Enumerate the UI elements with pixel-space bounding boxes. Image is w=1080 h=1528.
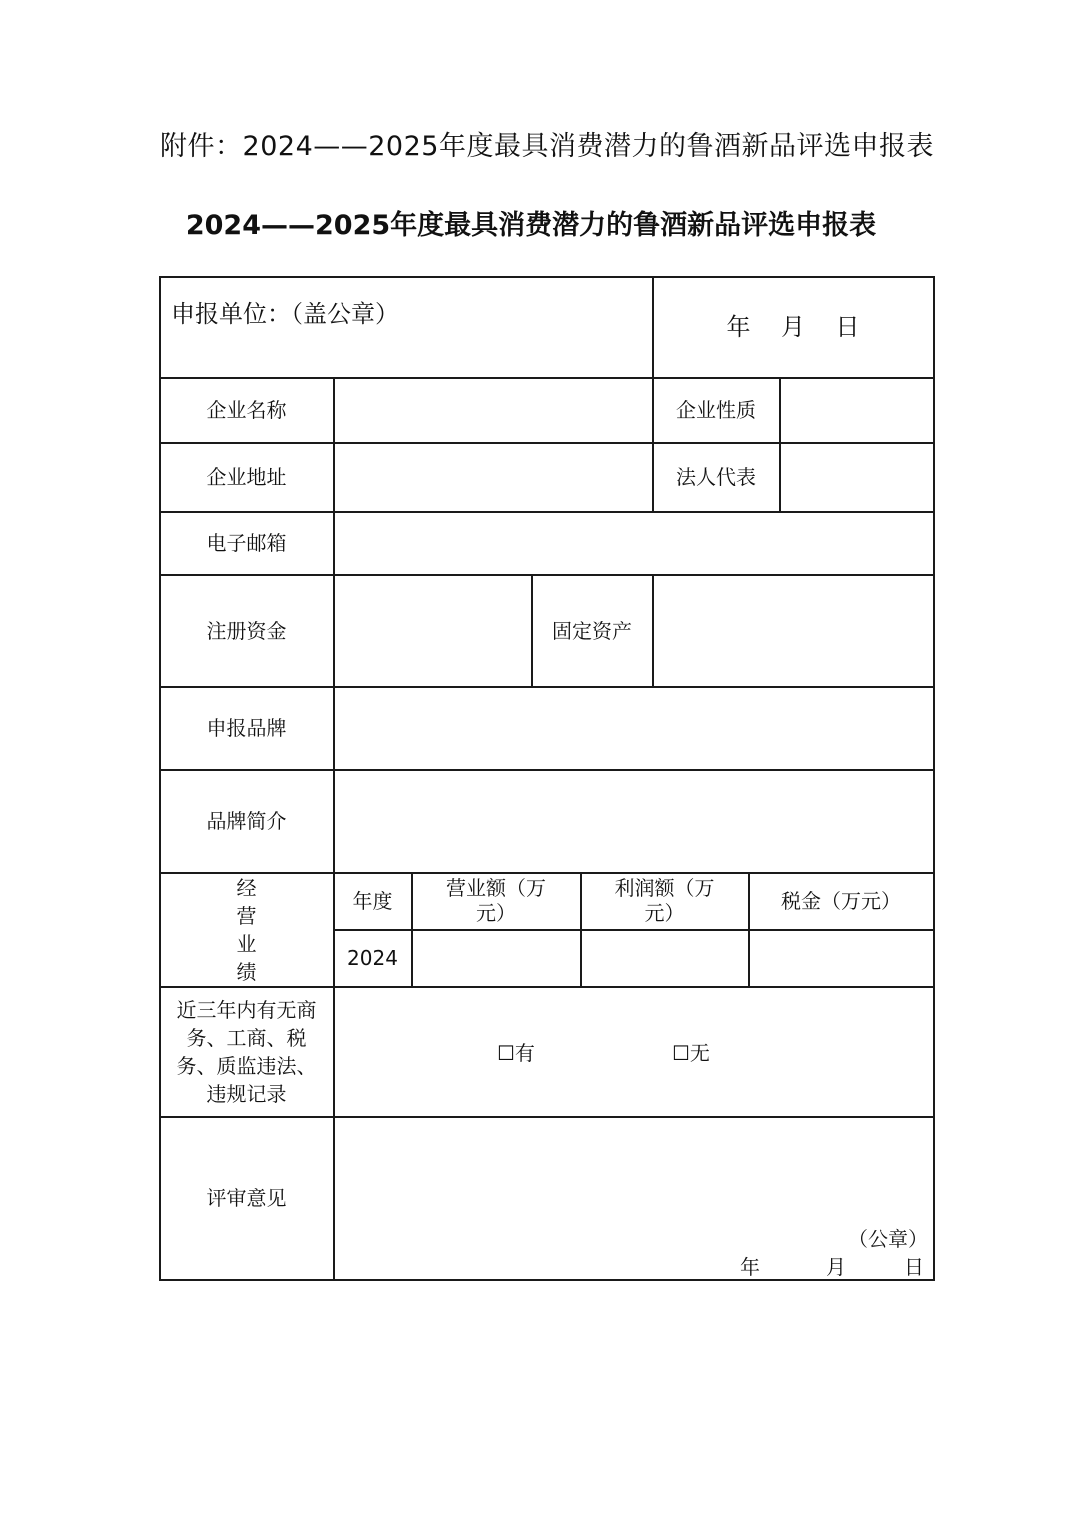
performance-label-char: 经 xyxy=(236,875,257,900)
brand-field[interactable] xyxy=(334,687,933,769)
company-address-label: 企业地址 xyxy=(206,465,287,489)
profit-header-line: 元） xyxy=(644,901,685,925)
tax-field[interactable] xyxy=(749,930,933,986)
company-address-field[interactable] xyxy=(334,443,652,511)
performance-label-char: 营 xyxy=(236,903,257,928)
violations-label-line: 近三年内有无商 xyxy=(176,997,317,1022)
revenue-field[interactable] xyxy=(412,930,580,986)
registered-capital-label: 注册资金 xyxy=(206,618,287,643)
performance-label-char: 业 xyxy=(236,931,257,956)
violations-label xyxy=(160,987,333,1116)
company-nature-label: 企业性质 xyxy=(676,398,756,422)
registered-capital-field[interactable] xyxy=(334,575,531,686)
violations-label-line: 务、质监违法、 xyxy=(176,1053,317,1078)
violations-label-line: 务、工商、税 xyxy=(186,1025,307,1050)
revenue-header-line: 元） xyxy=(476,901,516,925)
revenue-column-header xyxy=(412,873,580,929)
review-field[interactable] xyxy=(334,1117,933,1217)
brand-intro-field[interactable] xyxy=(334,770,933,872)
legal-rep-label: 法人代表 xyxy=(676,465,756,489)
email-field[interactable] xyxy=(334,512,933,574)
brand-intro-label: 品牌简介 xyxy=(206,809,287,833)
violations-label-line: 违规记录 xyxy=(206,1081,287,1106)
company-name-field[interactable] xyxy=(334,378,652,442)
legal-rep-field[interactable] xyxy=(780,443,933,511)
fixed-assets-field[interactable] xyxy=(653,575,933,686)
attachment-title: 附件：2024——2025年度最具消费潜力的鲁酒新品评选申报表 xyxy=(160,131,934,162)
fixed-assets-label: 固定资产 xyxy=(552,618,632,643)
email-label: 电子邮箱 xyxy=(206,531,287,555)
form-title: 2024——2025年度最具消费潜力的鲁酒新品评选申报表 xyxy=(185,210,877,241)
performance-label-char: 绩 xyxy=(236,959,257,984)
profit-header-line: 利润额（万 xyxy=(614,876,715,900)
performance-label xyxy=(160,873,333,986)
review-seal: （公章） xyxy=(848,1227,928,1251)
year-column-header: 年度 xyxy=(352,889,393,913)
profit-column-header xyxy=(581,873,748,929)
header-date: 年 月 日 xyxy=(726,313,860,341)
review-date-month: 月 xyxy=(826,1255,846,1279)
violation-yes-checkbox[interactable]: ☐有 xyxy=(497,1041,535,1065)
company-name-label: 企业名称 xyxy=(206,398,287,422)
profit-field[interactable] xyxy=(581,930,748,986)
applicant-label: 申报单位：（盖公章） xyxy=(171,300,399,328)
review-label: 评审意见 xyxy=(206,1186,287,1210)
review-date-day: 日 xyxy=(904,1255,924,1279)
review-date-year: 年 xyxy=(740,1255,760,1279)
violation-no-checkbox[interactable]: ☐无 xyxy=(672,1041,710,1065)
revenue-header-line: 营业额（万 xyxy=(446,876,546,900)
year-value: 2024 xyxy=(347,946,398,970)
tax-column-header: 税金（万元） xyxy=(781,889,901,913)
company-nature-field[interactable] xyxy=(780,378,933,442)
brand-label: 申报品牌 xyxy=(206,716,287,740)
